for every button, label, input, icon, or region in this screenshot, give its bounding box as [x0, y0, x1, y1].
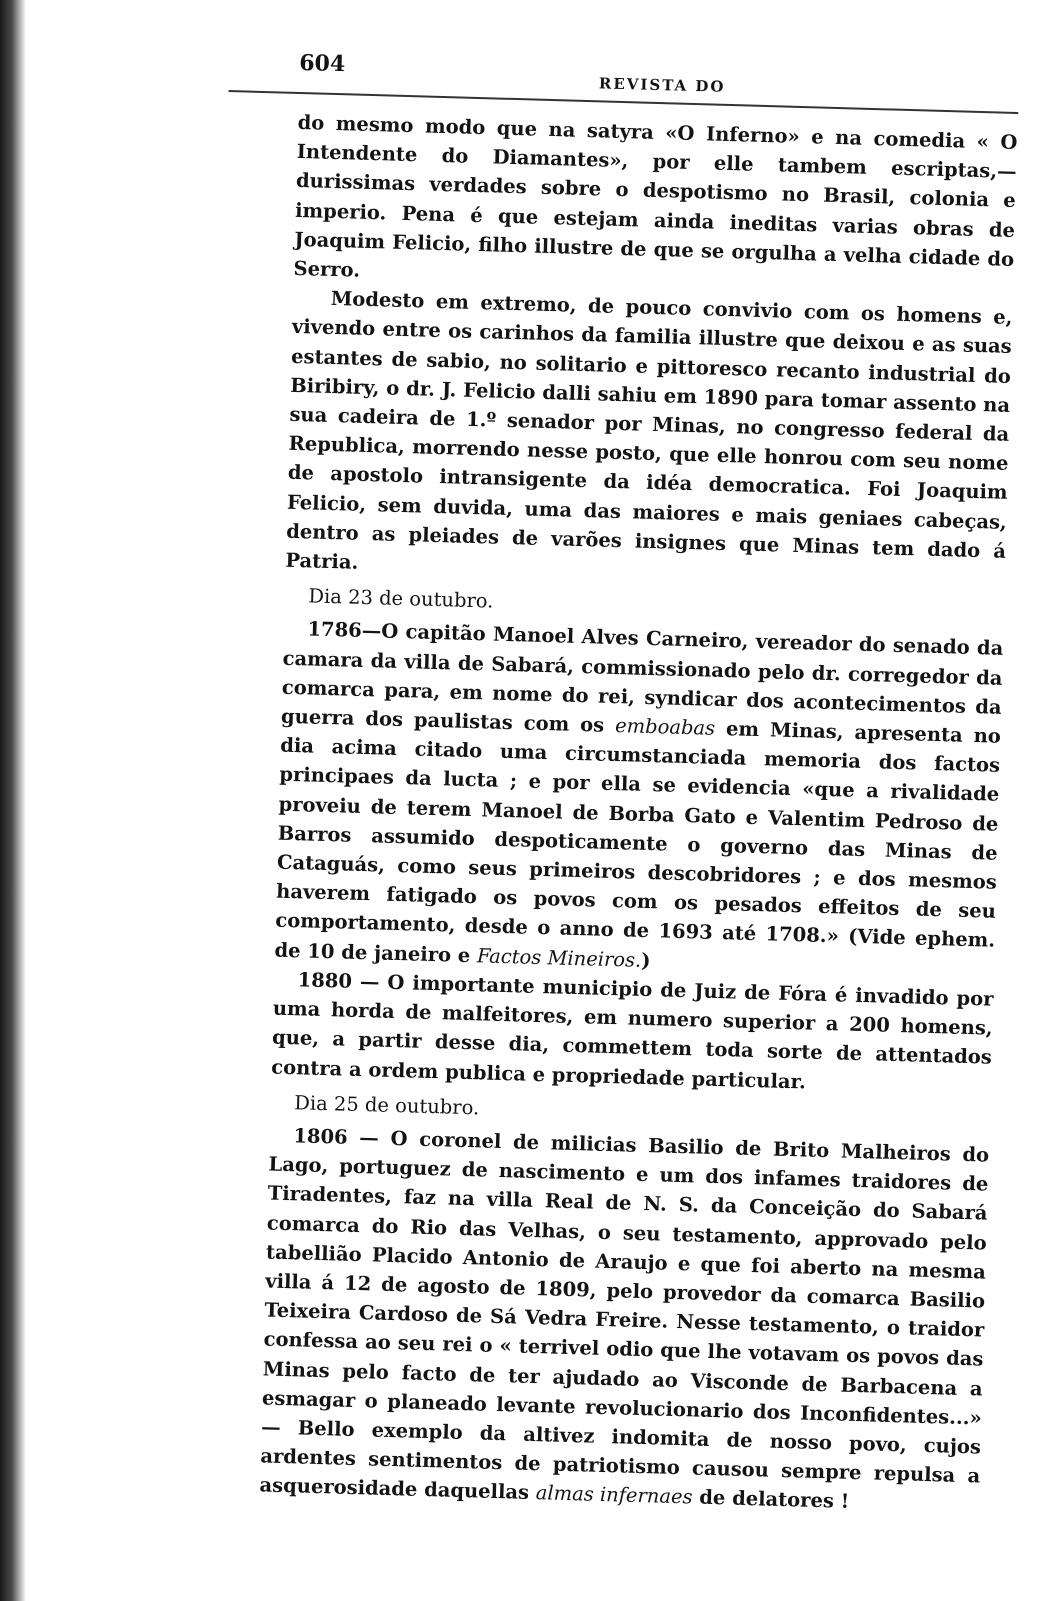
entry-1786 [274, 614, 1004, 984]
entry-1806 [259, 1120, 989, 1520]
entry-1806-text-b: de delatores ! [692, 1485, 850, 1514]
entry-1786-text-a: 1786—O capitão Manoel Alves Carneiro, vereador do senado da camara da villa de Sabará, commissionado pelo dr. corregedor da comarca para, em nome do rei, syndicar dos acontecimentos da guerra dos paulistas com os [280, 617, 1004, 738]
entry-1806-italic-almas: almas infernaes [535, 1481, 693, 1509]
paragraph-biography: Modesto em extremo, de pouco convivio com os homens e, vivendo entre os carinhos da familia illustre que deixou e as suas estantes de sabio, no solitario e pittoresco recanto industrial do Biribiry, o dr. J. Felicio dalli sahiu em 1890 para tomar assento na sua cadeira de 1.º senador por Minas, no congresso federal da Republica, morrendo nesse posto, que elle honrou com seu nome de apostolo intransigente da idéa democratica. Foi Joaquim Felicio, sem duvida, uma das maiores e mais geniaes cabeças, dentro as pleiades de varões insignes que Minas tem dado á Patria. [285, 287, 1013, 574]
book-page [189, 38, 1019, 1520]
entry-1880: 1880 — O importante municipio de Juiz de Fóra é invadido por uma horda de malfeitores, em numero superior a 200 homens, que, a partir desse dia, commettem toda sorte de attentados contra a ordem publica e propriedade particular. [270, 968, 994, 1093]
paragraph-continuation: do mesmo modo que na satyra «O Inferno» e na comedia « O Intendente do Diamantes», por elle tambem escriptas,—durissimas verdades sobre o despotismo no Brasil, colonia e imperio. Pena é que estejam ainda ineditas varias obras de Joaquim Felicio, filho illustre de que se orgulha a velha cidade do Serro. [293, 110, 1018, 282]
running-head: REVISTA DO [598, 74, 726, 96]
binding-shadow [0, 0, 26, 1601]
page-body [189, 106, 1018, 1520]
page-number: 604 [298, 49, 346, 78]
entry-1786-italic-factos: Factos Mineiros. [476, 943, 642, 972]
entry-1806-text-a: 1806 — O coronel de milicias Basilio de Brito Malheiros do Lago, portuguez de nascimento e um dos infames traidores de Tiradentes, faz na villa Real de N. S. da Conceição do Sabará comarca do Rio das Velhas, o seu testamento, approvado pelo tabellião Placido Antonio de Araujo e que foi aberto na mesma villa á 12 de agosto de 1809, pelo provedor da comarca Basilio Teixeira Cardoso de Sá Vedra Freire. Nesse testamento, o traidor confessa ao seu rei o « terrivel odio que lhe votavam os povos das Minas pelo facto de ter ajudado ao Visconde de Barbacena a esmagar o planeado levante revolucionario dos Inconfidentes...» — Bello exemplo da altivez indomita de nosso povo, cujos ardentes sentimentos de patriotismo causou sempre repulsa a asquerosidade daquellas [259, 1124, 990, 1505]
entry-1786-text-c: ) [640, 948, 651, 972]
entry-1786-italic-emboabas: emboabas [614, 714, 716, 740]
date-heading-23-october: Dia 23 de outubro. [308, 584, 494, 613]
date-heading-25-october: Dia 25 de outubro. [293, 1090, 480, 1120]
page-header [228, 38, 1019, 114]
entry-1786-text-b: em Minas, apresenta no dia acima citado uma circumstanciada memoria dos factos principaes da lucta ; e por ella se evidencia «que a rivalidade proveiu de terem Manoel de Borba Gato e Valentim Pedroso de Barros assumido despoticamente o governo das Minas de Cataguás, como seus primeiros descobridores ; e dos mesmos haverem fatigado os povos com os pesados effeitos de seu comportamento, desde o anno de 1693 até 1708.» (Vide ephem. de 10 de janeiro e [274, 716, 1002, 967]
